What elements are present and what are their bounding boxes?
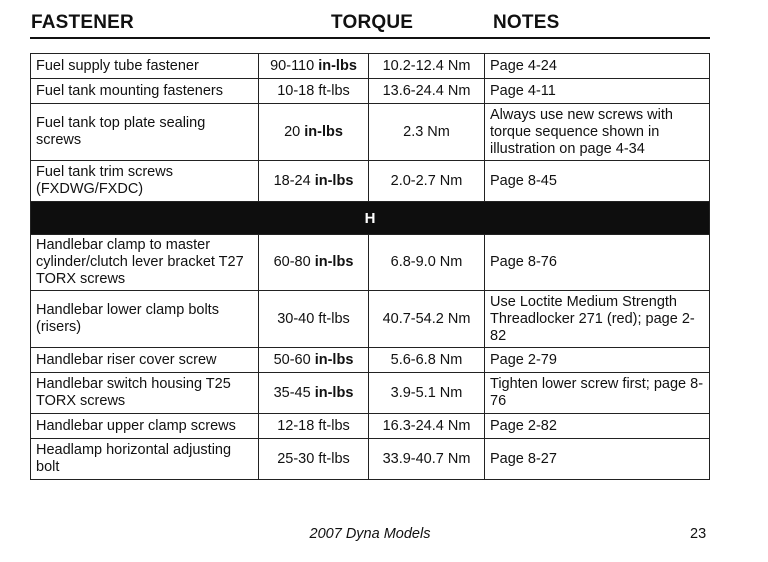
torque-unit: ft-lbs [318, 450, 350, 467]
torque-unit: in-lbs [304, 123, 343, 140]
fastener-cell: Fuel supply tube fastener [31, 54, 259, 79]
notes-cell: Page 8-27 [485, 439, 710, 480]
torque-table [30, 53, 710, 480]
metric-torque-cell: 5.6-6.8 Nm [369, 348, 485, 373]
torque-unit: in-lbs [314, 254, 354, 270]
torque-value: 12-18 [277, 417, 315, 434]
torque-value: 10-18 [277, 82, 315, 99]
table-row [31, 235, 710, 291]
fastener-cell: Handlebar upper clamp screws [31, 414, 259, 439]
table-row [31, 79, 710, 104]
imperial-torque-cell [259, 348, 369, 373]
imperial-torque-cell [259, 104, 369, 161]
imperial-torque-cell [259, 291, 369, 348]
table-row [31, 54, 710, 79]
section-letter: H [31, 202, 710, 235]
table-row [31, 348, 710, 373]
torque-value: 90-110 [270, 57, 315, 74]
imperial-torque-cell [259, 414, 369, 439]
notes-cell: Page 8-45 [485, 161, 710, 202]
metric-torque-cell: 3.9-5.1 Nm [369, 373, 485, 414]
header-torque: TORQUE [331, 12, 414, 33]
notes-cell: Page 4-24 [485, 54, 710, 79]
metric-torque-cell: 2.0-2.7 Nm [369, 161, 485, 202]
fastener-cell: Handlebar riser cover screw [31, 348, 259, 373]
metric-torque-cell: 2.3 Nm [369, 104, 485, 161]
notes-cell: Page 2-82 [485, 414, 710, 439]
table-row [31, 161, 710, 202]
torque-unit: ft-lbs [318, 82, 350, 99]
torque-unit: in-lbs [318, 57, 357, 74]
metric-torque-cell: 40.7-54.2 Nm [369, 291, 485, 348]
section-header-row [31, 202, 710, 235]
header-notes: NOTES [493, 12, 560, 33]
table-row [31, 373, 710, 414]
table-row [31, 439, 710, 480]
fastener-cell: Headlamp horizontal adjusting bolt [31, 439, 259, 480]
fastener-cell: Fuel tank trim screws (FXDWG/FXDC) [31, 161, 259, 202]
notes-cell: Use Loctite Medium Strength Threadlocker 271 (red); page 2-82 [485, 291, 710, 348]
page-number: 23 [690, 526, 707, 542]
header-rule [30, 37, 710, 39]
torque-value: 20 [284, 123, 301, 140]
table-row [31, 414, 710, 439]
metric-torque-cell: 16.3-24.4 Nm [369, 414, 485, 439]
imperial-torque-cell [259, 373, 369, 414]
torque-unit: ft-lbs [318, 417, 350, 434]
imperial-torque-cell [259, 235, 369, 291]
notes-cell: Page 4-11 [485, 79, 710, 104]
footer-title: 2007 Dyna Models [309, 526, 431, 542]
torque-value: 35-45 [273, 384, 311, 401]
notes-cell: Page 2-79 [485, 348, 710, 373]
fastener-cell: Handlebar switch housing T25 TORX screws [31, 373, 259, 414]
table-row [31, 104, 710, 161]
torque-value: 30-40 [277, 310, 315, 327]
imperial-torque-cell [259, 439, 369, 480]
torque-unit: ft-lbs [318, 310, 350, 327]
imperial-torque-cell [259, 161, 369, 202]
torque-unit: in-lbs [314, 351, 354, 368]
metric-torque-cell: 13.6-24.4 Nm [369, 79, 485, 104]
notes-cell: Always use new screws with torque sequence shown in illustration on page 4-34 [485, 104, 710, 161]
notes-cell: Tighten lower screw first; page 8-76 [485, 373, 710, 414]
torque-unit: in-lbs [314, 384, 354, 401]
torque-value: 50-60 [273, 351, 311, 368]
fastener-cell: Fuel tank mounting fasteners [31, 79, 259, 104]
table-row [31, 291, 710, 348]
fastener-cell: Handlebar lower clamp bolts (risers) [31, 291, 259, 348]
torque-value: 18-24 [273, 172, 311, 189]
fastener-cell: Fuel tank top plate sealing screws [31, 104, 259, 161]
metric-torque-cell: 6.8-9.0 Nm [369, 235, 485, 291]
torque-unit: in-lbs [314, 172, 354, 189]
metric-torque-cell: 10.2-12.4 Nm [369, 54, 485, 79]
metric-torque-cell: 33.9-40.7 Nm [369, 439, 485, 480]
fastener-cell: Handlebar clamp to master cylinder/clutch lever bracket T27 TORX screws [31, 235, 259, 291]
torque-value: 25-30 [277, 450, 315, 467]
imperial-torque-cell [259, 79, 369, 104]
header-fastener: FASTENER [31, 12, 134, 33]
notes-cell: Page 8-76 [485, 235, 710, 291]
imperial-torque-cell [259, 54, 369, 79]
torque-value: 60-80 [273, 254, 311, 270]
